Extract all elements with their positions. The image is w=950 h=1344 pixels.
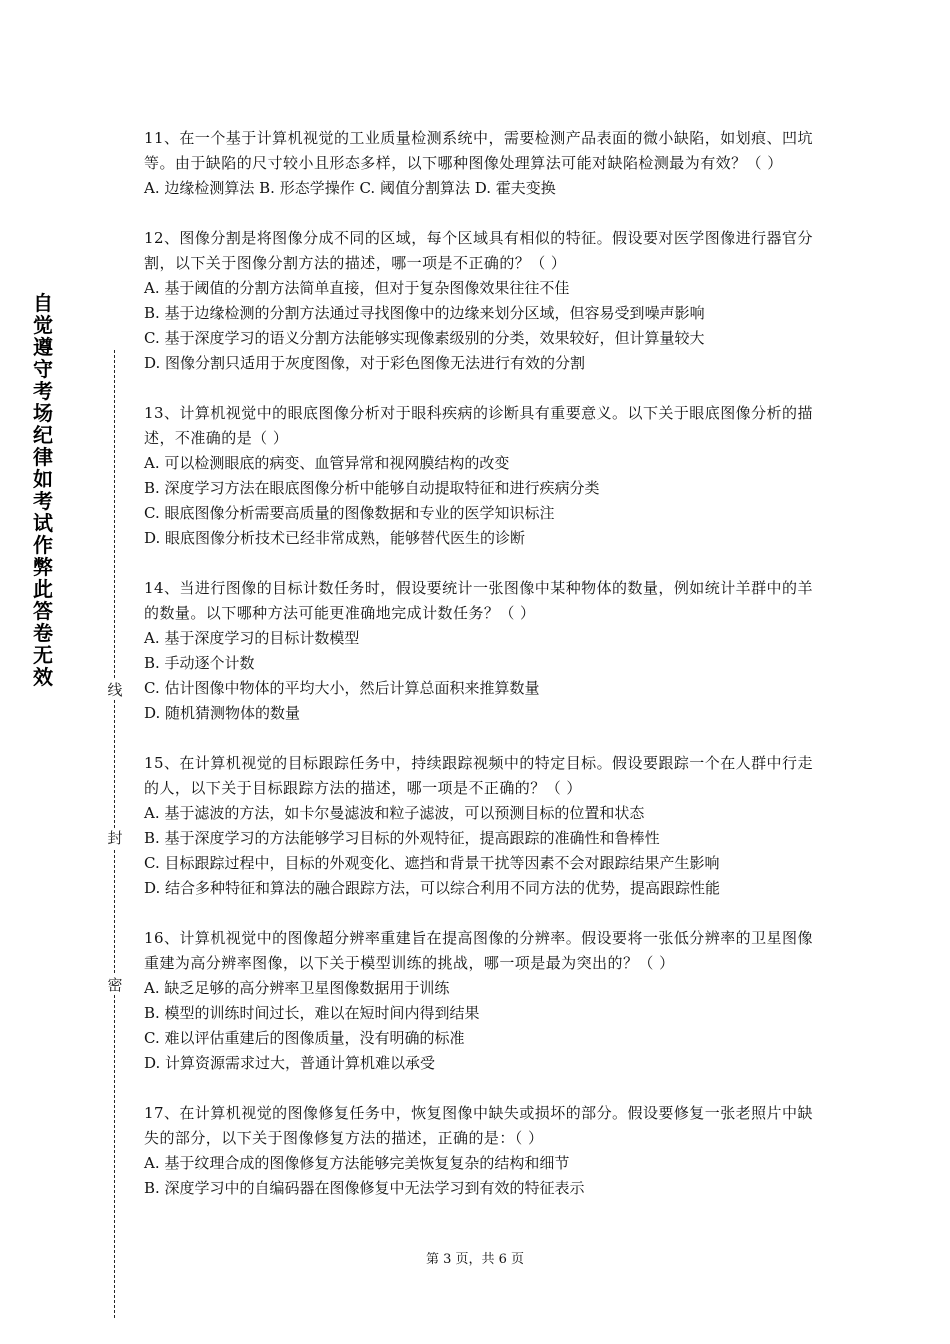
option-b: B. 手动逐个计数	[144, 654, 255, 672]
option-a: A. 基于滤波的方法，如卡尔曼滤波和粒子滤波，可以预测目标的位置和状态	[144, 804, 645, 822]
option-list	[144, 276, 816, 376]
binding-label-seal: 封	[104, 828, 126, 848]
question-stem: 14、当进行图像的目标计数任务时，假设要统计一张图像中某种物体的数量，例如统计羊群中的羊的数量。以下哪种方法可能更准确地完成计数任务？（ ）	[144, 579, 813, 622]
option-a: A. 基于深度学习的目标计数模型	[144, 629, 360, 647]
question-stem: 12、图像分割是将图像分成不同的区域，每个区域具有相似的特征。假设要对医学图像进行器官分割，以下关于图像分割方法的描述，哪一项是不正确的？（ ）	[144, 229, 813, 272]
option-b: B. 深度学习方法在眼底图像分析中能够自动提取特征和进行疾病分类	[144, 479, 600, 497]
question-stem: 17、在计算机视觉的图像修复任务中，恢复图像中缺失或损坏的部分。假设要修复一张老照片中缺失的部分，以下关于图像修复方法的描述，正确的是：（ ）	[144, 1104, 813, 1147]
question-stem: 11、在一个基于计算机视觉的工业质量检测系统中，需要检测产品表面的微小缺陷，如划痕、凹坑等。由于缺陷的尺寸较小且形态多样，以下哪种图像处理算法可能对缺陷检测最为有效？（ ）	[144, 129, 813, 172]
question-12	[144, 226, 816, 376]
option-d: D. 眼底图像分析技术已经非常成熟，能够替代医生的诊断	[144, 529, 526, 547]
option-a: A. 可以检测眼底的病变、血管异常和视网膜结构的改变	[144, 454, 510, 472]
question-14	[144, 576, 816, 726]
option-list	[144, 626, 816, 726]
option-a: A. 基于阈值的分割方法简单直接，但对于复杂图像效果往往不佳	[144, 279, 570, 297]
option-list	[144, 1151, 816, 1201]
option-c: C. 眼底图像分析需要高质量的图像数据和专业的医学知识标注	[144, 504, 555, 522]
question-11	[144, 126, 816, 201]
option-list	[144, 451, 816, 551]
option-list	[144, 176, 816, 201]
question-stem: 13、计算机视觉中的眼底图像分析对于眼科疾病的诊断具有重要意义。以下关于眼底图像分析的描述，不准确的是（ ）	[144, 404, 813, 447]
option-c: C. 目标跟踪过程中，目标的外观变化、遮挡和背景干扰等因素不会对跟踪结果产生影响	[144, 854, 720, 872]
option-a: A. 基于纹理合成的图像修复方法能够完美恢复复杂的结构和细节	[144, 1154, 570, 1172]
option-d: D. 计算资源需求过大，普通计算机难以承受	[144, 1054, 436, 1072]
binding-label-secret: 密	[104, 975, 126, 995]
question-stem: 15、在计算机视觉的目标跟踪任务中，持续跟踪视频中的特定目标。假设要跟踪一个在人群中行走的人，以下关于目标跟踪方法的描述，哪一项是不正确的？（ ）	[144, 754, 813, 797]
option-d: D. 结合多种特征和算法的融合跟踪方法，可以综合利用不同方法的优势，提高跟踪性能	[144, 879, 721, 897]
exam-discipline-notice: 自觉遵守考场纪律如考试作弊此答卷无效	[33, 291, 53, 689]
option-b: B. 模型的训练时间过长，难以在短时间内得到结果	[144, 1004, 480, 1022]
option-b: B. 深度学习中的自编码器在图像修复中无法学习到有效的特征表示	[144, 1179, 585, 1197]
question-list	[144, 126, 816, 1226]
question-17	[144, 1101, 816, 1201]
question-stem: 16、计算机视觉中的图像超分辨率重建旨在提高图像的分辨率。假设要将一张低分辨率的卫星图像重建为高分辨率图像，以下关于模型训练的挑战，哪一项是最为突出的？（ ）	[144, 929, 813, 972]
option-c: C. 基于深度学习的语义分割方法能够实现像素级别的分类，效果较好，但计算量较大	[144, 329, 705, 347]
question-15	[144, 751, 816, 901]
question-16	[144, 926, 816, 1076]
option-d: D. 图像分割只适用于灰度图像，对于彩色图像无法进行有效的分割	[144, 354, 586, 372]
option-row: A. 边缘检测算法 B. 形态学操作 C. 阈值分割算法 D. 霍夫变换	[144, 179, 556, 197]
option-d: D. 随机猜测物体的数量	[144, 704, 301, 722]
option-b: B. 基于深度学习的方法能够学习目标的外观特征，提高跟踪的准确性和鲁棒性	[144, 829, 660, 847]
option-a: A. 缺乏足够的高分辨率卫星图像数据用于训练	[144, 979, 450, 997]
page-number-footer: 第 3 页，共 6 页	[425, 1252, 525, 1267]
option-c: C. 估计图像中物体的平均大小，然后计算总面积来推算数量	[144, 679, 540, 697]
question-13	[144, 401, 816, 551]
option-b: B. 基于边缘检测的分割方法通过寻找图像中的边缘来划分区域，但容易受到噪声影响	[144, 304, 705, 322]
option-list	[144, 801, 816, 901]
option-list	[144, 976, 816, 1076]
binding-label-line: 线	[104, 680, 126, 700]
option-c: C. 难以评估重建后的图像质量，没有明确的标准	[144, 1029, 465, 1047]
